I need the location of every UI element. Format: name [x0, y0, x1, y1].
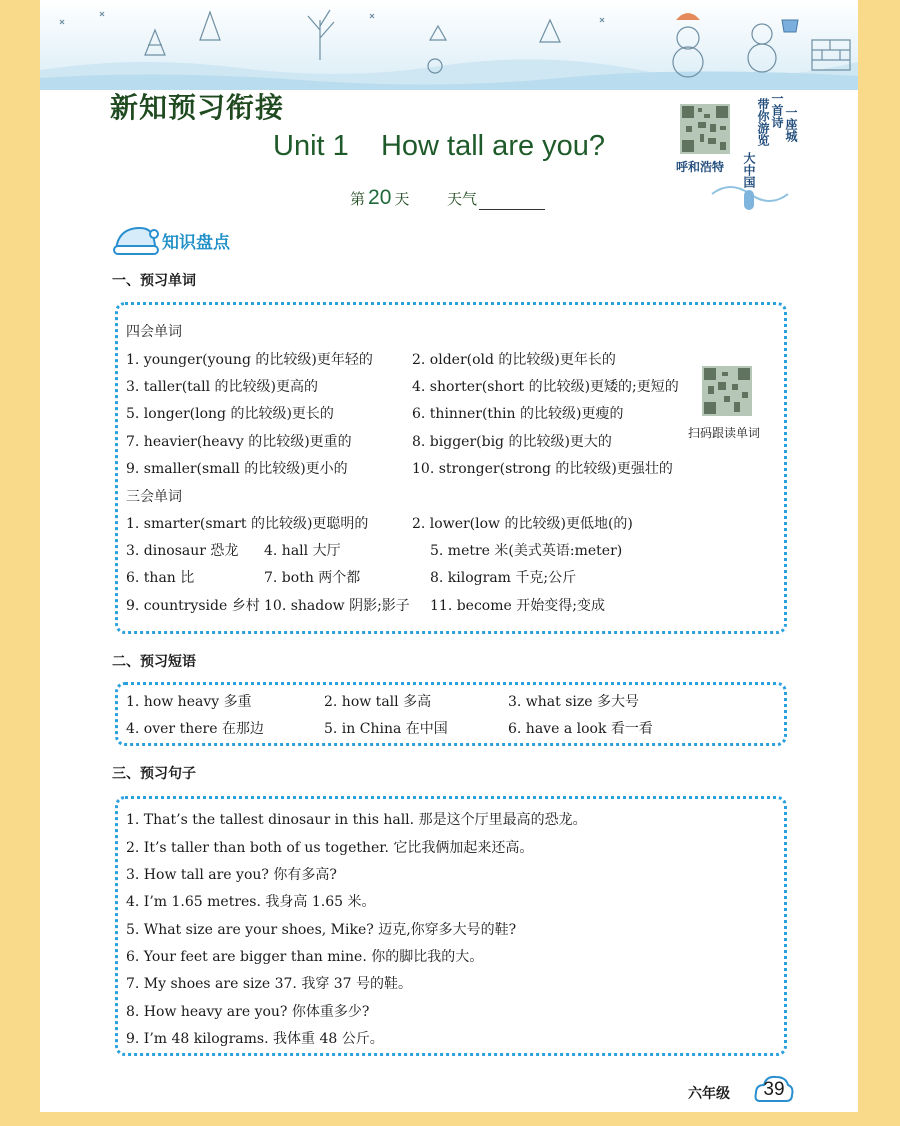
- list-item: 6. Your feet are bigger than mine. 你的脚比我的大。: [126, 949, 484, 965]
- word-item: 5. longer(long 的比较级)更长的: [126, 406, 334, 422]
- list-item: 4. I’m 1.65 metres. 我身高 1.65 米。: [126, 894, 376, 910]
- phrase-item: 1. how heavy 多重: [126, 694, 252, 710]
- word-item: 1. smarter(smart 的比较级)更聪明的: [126, 516, 369, 532]
- sentences-box: [115, 796, 787, 1056]
- word-audio-qr-code-icon[interactable]: [702, 366, 752, 416]
- phrases-box: [115, 682, 787, 746]
- promo-col-2: 带你游览: [756, 98, 770, 146]
- word-item: 3. taller(tall 的比较级)更高的: [126, 379, 319, 395]
- list-item: 3. How tall are you? 你有多高?: [126, 867, 337, 883]
- city-name: 呼和浩特: [676, 160, 725, 174]
- word-item: 2. older(old 的比较级)更年长的: [412, 352, 616, 368]
- group2-label: 三会单词: [126, 489, 182, 505]
- word-item: 7. heavier(heavy 的比较级)更重的: [126, 434, 352, 450]
- list-item: 7. My shoes are size 37. 我穿 37 号的鞋。: [126, 976, 413, 992]
- group1-label: 四会单词: [126, 324, 182, 340]
- section3-heading: 三、预习句子: [112, 766, 196, 782]
- word-item: 7. both 两个都: [264, 570, 361, 586]
- section-title: 新知预习衔接: [110, 91, 285, 124]
- day-suffix: 天: [394, 190, 410, 208]
- word-item: 3. dinosaur 恐龙: [126, 543, 239, 559]
- word-item: 6. than 比: [126, 570, 195, 586]
- day-number: 20: [368, 186, 392, 209]
- phrase-item: 5. in China 在中国: [324, 721, 448, 737]
- city-poem-promo: [650, 92, 798, 214]
- promo-col-3: 一座城: [784, 106, 798, 142]
- word-item: 9. countryside 乡村: [126, 598, 260, 614]
- knowledge-review-header: [112, 222, 230, 258]
- word-item: 10. stronger(strong 的比较级)更强壮的: [412, 461, 673, 477]
- snow-swirl-decoration: [710, 176, 790, 212]
- word-item: 4. hall 大厅: [264, 543, 341, 559]
- page-number-badge: [754, 1073, 794, 1107]
- word-item: 5. metre 米(美式英语:meter): [430, 543, 623, 559]
- list-item: 8. How heavy are you? 你体重多少?: [126, 1004, 370, 1020]
- vocabulary-box: [115, 302, 787, 634]
- knowledge-review-label: 知识盘点: [162, 233, 230, 253]
- word-item: 10. shadow 阴影;影子: [264, 598, 410, 614]
- list-item: 1. That’s the tallest dinosaur in this hall. 那是这个厅里最高的恐龙。: [126, 812, 587, 828]
- word-item: 6. thinner(thin 的比较级)更瘦的: [412, 406, 624, 422]
- section2-heading: 二、预习短语: [112, 654, 196, 670]
- phrase-item: 3. what size 多大号: [508, 694, 640, 710]
- word-item: 8. kilogram 千克;公斤: [430, 570, 577, 586]
- phrase-item: 2. how tall 多高: [324, 694, 432, 710]
- list-item: 9. I’m 48 kilograms. 我体重 48 公斤。: [126, 1031, 384, 1047]
- word-item: 11. become 开始变得;变成: [430, 598, 605, 614]
- scan-words-label: 扫码跟读单词: [688, 426, 761, 440]
- word-item: 1. younger(young 的比较级)更年轻的: [126, 352, 373, 368]
- list-item: 5. What size are your shoes, Mike? 迈克,你穿多大号的鞋?: [126, 922, 517, 938]
- promo-col-4: 大中国: [742, 152, 756, 188]
- page: [40, 0, 858, 1112]
- qr-code-icon[interactable]: [680, 104, 730, 154]
- day-prefix: 第: [350, 190, 366, 208]
- unit-title: Unit 1 How tall are you?: [273, 130, 606, 162]
- word-item: 8. bigger(big 的比较级)更大的: [412, 434, 612, 450]
- weather-label: 天气: [446, 190, 477, 208]
- page-number: 39: [763, 1079, 785, 1100]
- promo-col-1: 一首诗: [770, 92, 784, 128]
- phrase-item: 6. have a look 看一看: [508, 721, 653, 737]
- section1-heading: 一、预习单词: [112, 273, 196, 289]
- grade-label: 六年级: [688, 1086, 730, 1102]
- snow-hat-icon: [112, 222, 160, 256]
- word-item: 4. shorter(short 的比较级)更矮的;更短的: [412, 379, 679, 395]
- day-weather-line: [350, 186, 545, 210]
- weather-blank: [479, 196, 545, 210]
- phrase-item: 4. over there 在那边: [126, 721, 264, 737]
- word-item: 2. lower(low 的比较级)更低地(的): [412, 516, 633, 532]
- list-item: 2. It’s taller than both of us together. 它比我俩加起来还高。: [126, 840, 534, 856]
- word-item: 9. smaller(small 的比较级)更小的: [126, 461, 348, 477]
- winter-banner-illustration: [40, 0, 858, 90]
